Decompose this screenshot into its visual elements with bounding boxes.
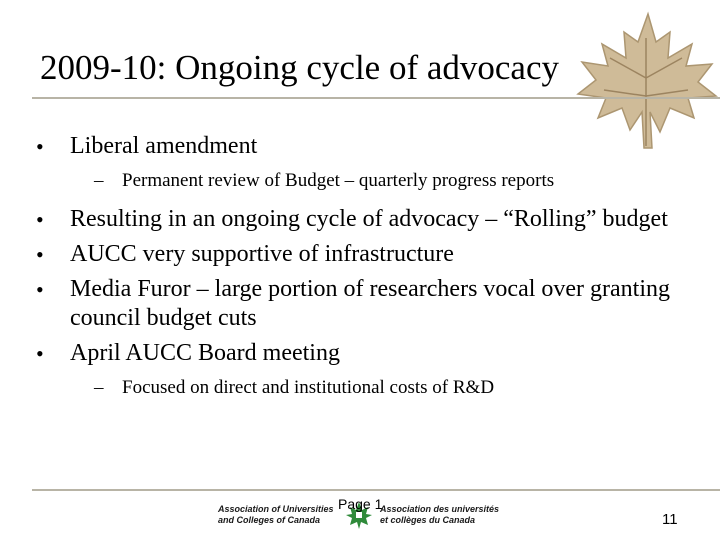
bullet-item	[30, 132, 710, 161]
bullet-marker: •	[36, 134, 44, 159]
slide-title: 2009-10: Ongoing cycle of advocacy	[40, 48, 560, 87]
bullet-text: AUCC very supportive of infrastructure	[70, 241, 454, 267]
sub-bullet-marker: –	[94, 170, 104, 191]
org-name-french	[380, 504, 499, 526]
sub-bullet-item	[30, 376, 710, 400]
bullet-item	[30, 339, 710, 368]
bullet-text: Liberal amendment	[70, 133, 258, 159]
page-label: Page 1	[338, 496, 383, 512]
bullet-text: Resulting in an ongoing cycle of advocacy – “Rolling” budget	[70, 206, 668, 232]
bullet-item	[30, 205, 710, 234]
bullet-marker: •	[36, 207, 44, 232]
bullet-list	[30, 132, 710, 412]
footer-divider	[32, 489, 720, 491]
sub-bullet-item	[30, 169, 710, 193]
org-name-french-line1: Association des universités	[380, 504, 500, 514]
org-name-english	[218, 504, 334, 526]
bullet-item	[30, 275, 710, 333]
org-name-french-line2: et collèges du Canada	[380, 515, 476, 525]
org-name-english-line1: Association of Universities	[218, 504, 334, 514]
org-name-english-line2: and Colleges of Canada	[218, 515, 321, 525]
bullet-text: April AUCC Board meeting	[70, 340, 340, 366]
bullet-item	[30, 240, 710, 269]
sub-bullet-marker: –	[94, 377, 104, 398]
sub-bullet-text: Permanent review of Budget – quarterly progress reports	[122, 170, 555, 191]
title-divider	[32, 97, 720, 99]
sub-bullet-text: Focused on direct and institutional costs of R&D	[122, 377, 495, 398]
slide-number: 11	[662, 511, 678, 528]
bullet-marker: •	[36, 341, 44, 366]
bullet-text: Media Furor – large portion of researchers vocal over granting council budget cuts	[70, 276, 671, 331]
bullet-marker: •	[36, 277, 44, 302]
bullet-marker: •	[36, 242, 44, 267]
